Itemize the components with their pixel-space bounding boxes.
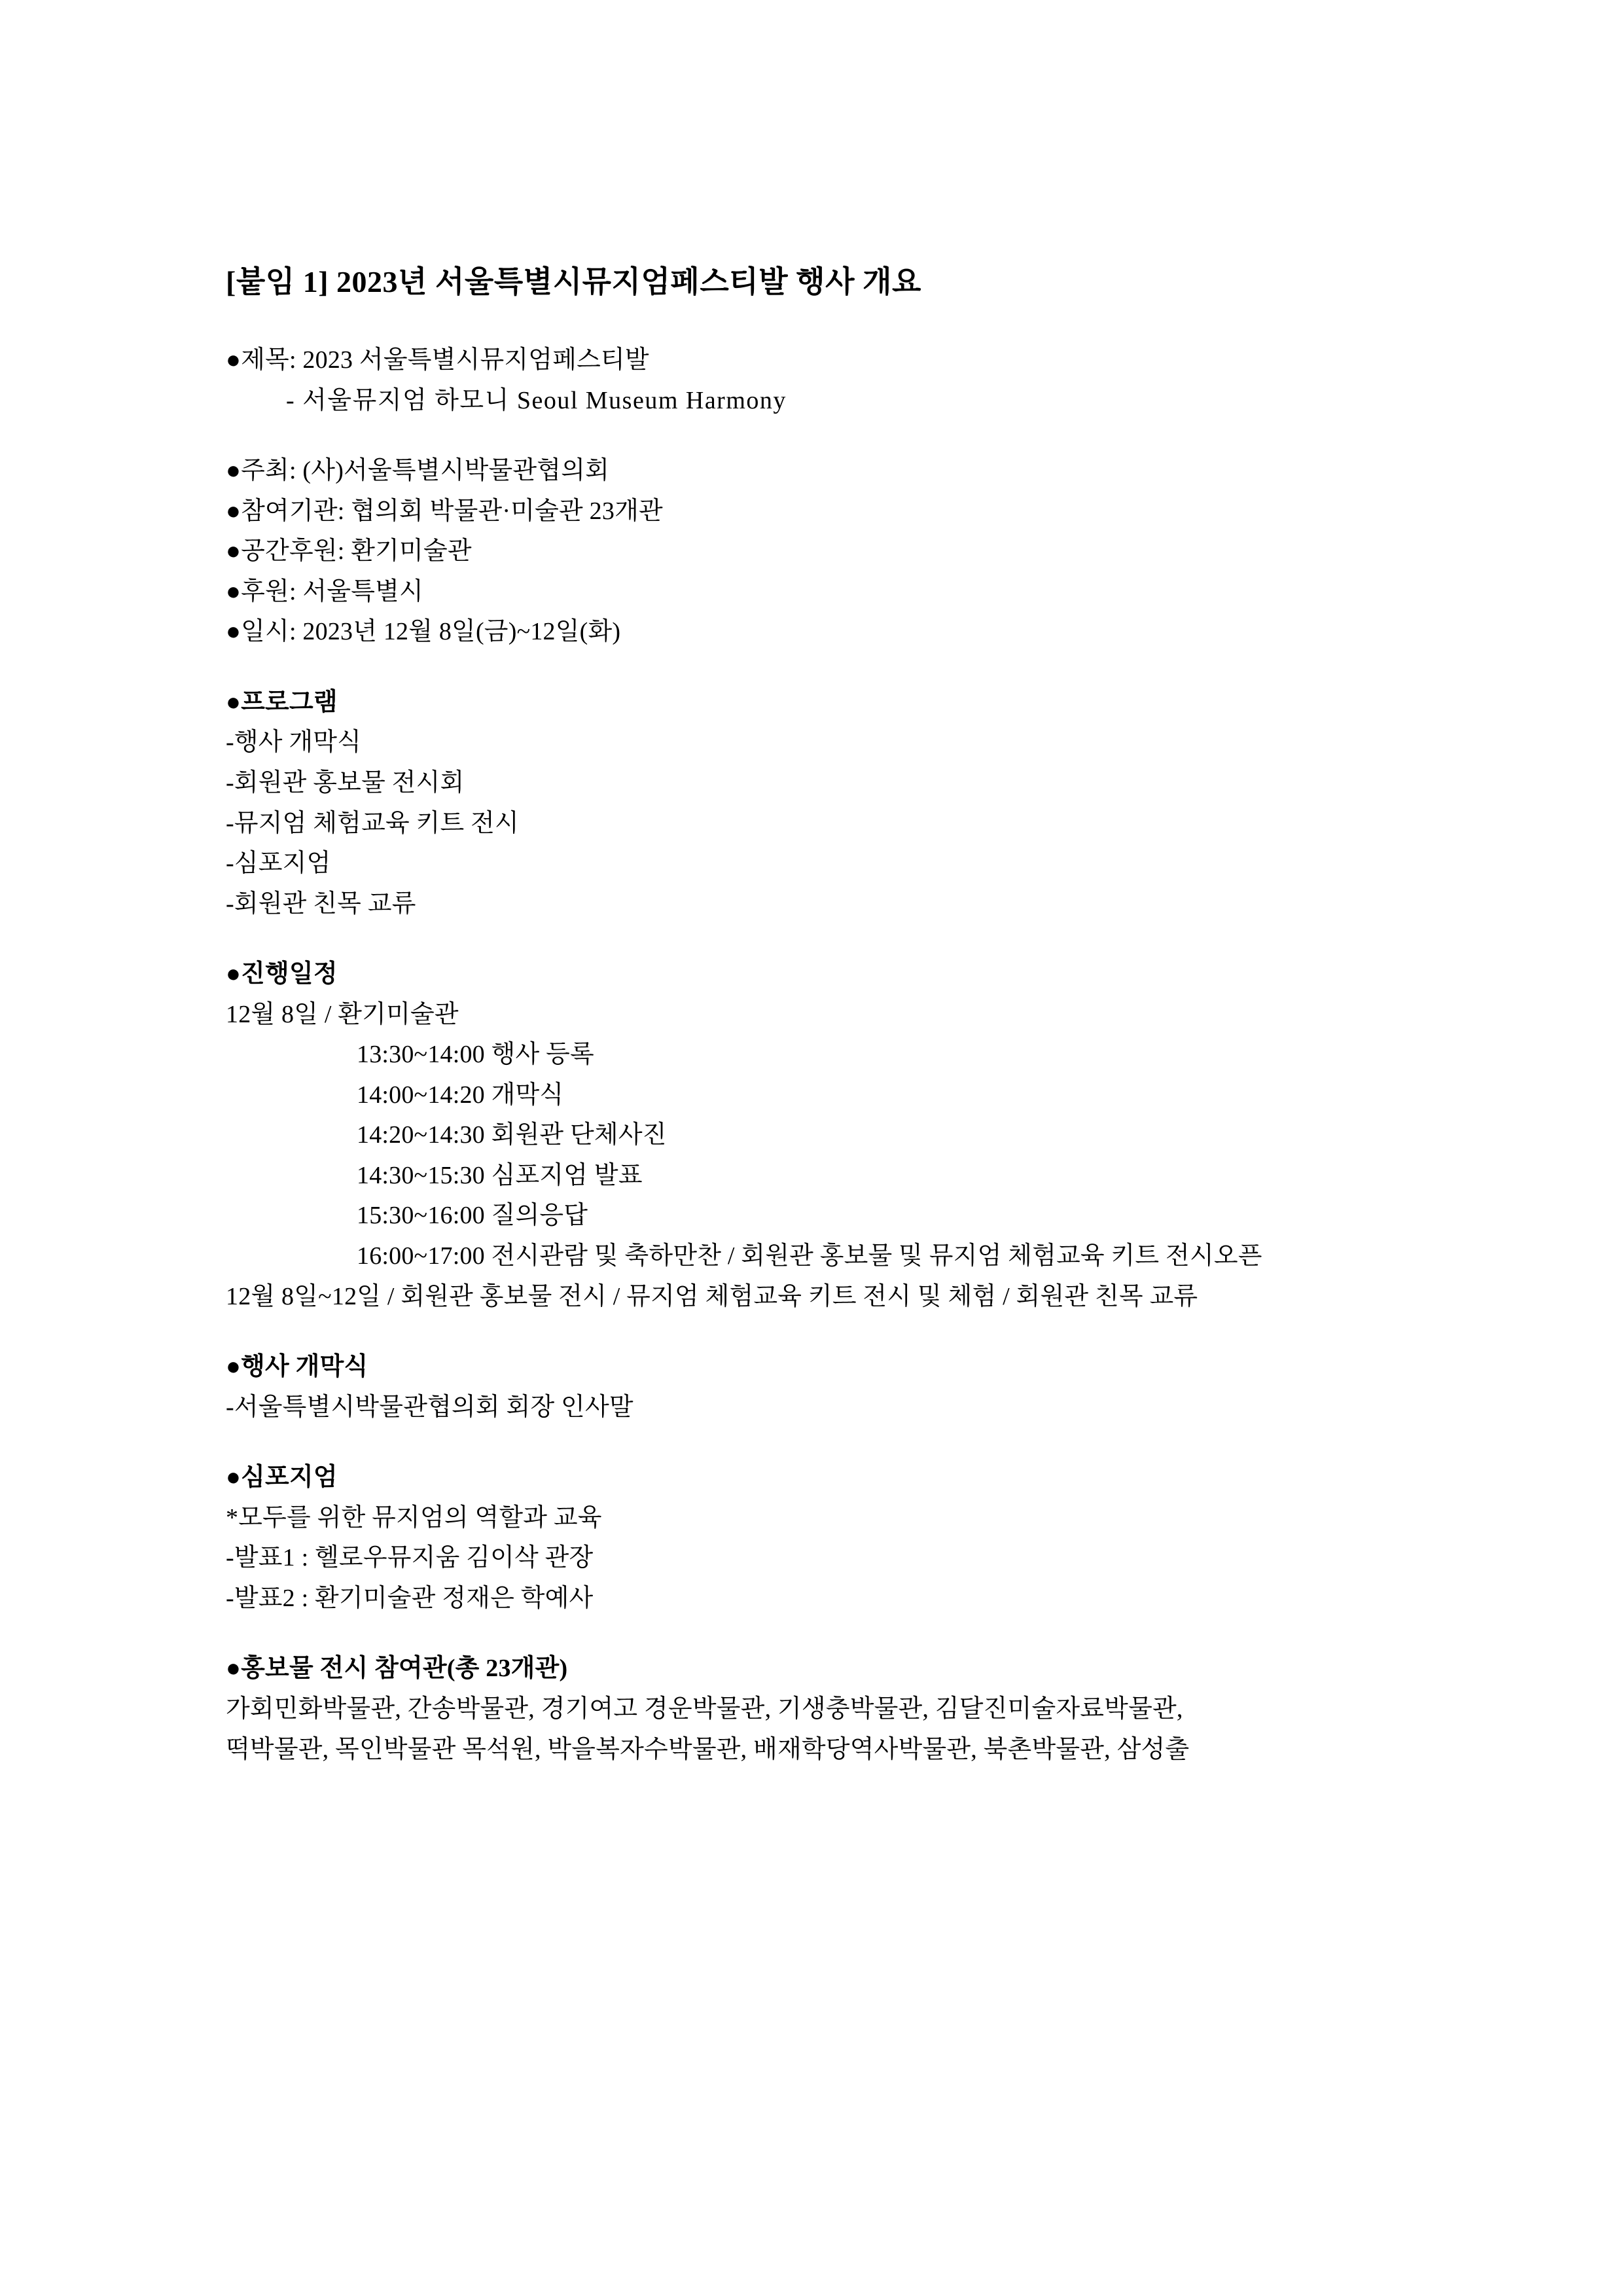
exhibitors-line: 떡박물관, 목인박물관 목석원, 박을복자수박물관, 배재학당역사박물관, 북촌박물관, 삼성출 (226, 1735, 1190, 1763)
overview-host: ●주최: (사)서울특별시박물관협의회 (226, 457, 610, 485)
symposium-heading: ●심포지엄 (226, 1463, 338, 1492)
symposium-section (226, 1458, 1427, 1619)
spacer (226, 1317, 1427, 1347)
schedule-slot: 16:00~17:00 전시관람 및 축하만찬 / 회원관 홍보물 및 뮤지엄 체험교육 키트 전시오픈 (357, 1242, 1262, 1270)
program-item: -회원관 홍보물 전시회 (226, 769, 465, 797)
overview-date: ●일시: 2023년 12월 8일(금)~12일(화) (226, 618, 621, 646)
schedule-footer: 12월 8일~12일 / 회원관 홍보물 전시 / 뮤지엄 체험교육 키트 전시 및 체험 / 회원관 친목 교류 (226, 1282, 1198, 1310)
schedule-slot: 14:00~14:20 개막식 (357, 1081, 564, 1109)
program-item: -행사 개막식 (226, 728, 362, 757)
symposium-item: -발표2 : 환기미술관 정재은 학예사 (226, 1584, 594, 1612)
exhibitors-heading: ●홍보물 전시 참여관(총 23개관) (226, 1655, 568, 1683)
page-title: [붙임 1] 2023년 서울특별시뮤지엄페스티발 행사 개요 (226, 265, 921, 298)
schedule-section (226, 954, 1427, 1317)
schedule-slot: 14:30~15:30 심포지엄 발표 (357, 1161, 643, 1189)
overview-space-sponsor: ●공간후원: 환기미술관 (226, 537, 472, 565)
schedule-heading: ●진행일정 (226, 960, 338, 988)
overview-section (226, 340, 1427, 653)
exhibitors-line: 가회민화박물관, 간송박물관, 경기여고 경운박물관, 기생충박물관, 김달진미술자료박물관, (226, 1695, 1183, 1723)
spacer (226, 421, 1427, 451)
opening-item: -서울특별시박물관협의회 회장 인사말 (226, 1393, 633, 1421)
program-section (226, 683, 1427, 924)
program-item: -뮤지엄 체험교육 키트 전시 (226, 809, 519, 837)
overview-subject: ●제목: 2023 서울특별시뮤지엄페스티발 (226, 346, 649, 374)
opening-section (226, 1347, 1427, 1427)
schedule-day-header: 12월 8일 / 환기미술관 (226, 1000, 459, 1028)
overview-subject-subtitle: - 서울뮤지엄 하모니 Seoul Museum Harmony (286, 386, 787, 414)
spacer (226, 653, 1427, 683)
schedule-slot: 13:30~14:00 행사 등록 (357, 1041, 594, 1069)
symposium-theme: *모두를 위한 뮤지엄의 역할과 교육 (226, 1503, 602, 1532)
spacer (226, 1619, 1427, 1649)
overview-participants: ●참여기관: 협의회 박물관·미술관 23개관 (226, 497, 663, 525)
spacer (226, 1427, 1427, 1458)
schedule-slot: 15:30~16:00 질의응답 (357, 1202, 588, 1230)
program-heading: ●프로그램 (226, 688, 338, 716)
program-item: -심포지엄 (226, 850, 331, 878)
program-item: -회원관 친목 교류 (226, 889, 416, 918)
exhibitors-section (226, 1649, 1427, 1770)
spacer (226, 924, 1427, 954)
overview-sponsor: ●후원: 서울특별시 (226, 577, 423, 605)
opening-heading: ●행사 개막식 (226, 1353, 368, 1381)
schedule-slot: 14:20~14:30 회원관 단체사진 (357, 1121, 667, 1149)
symposium-item: -발표1 : 헬로우뮤지움 김이삭 관장 (226, 1544, 594, 1572)
